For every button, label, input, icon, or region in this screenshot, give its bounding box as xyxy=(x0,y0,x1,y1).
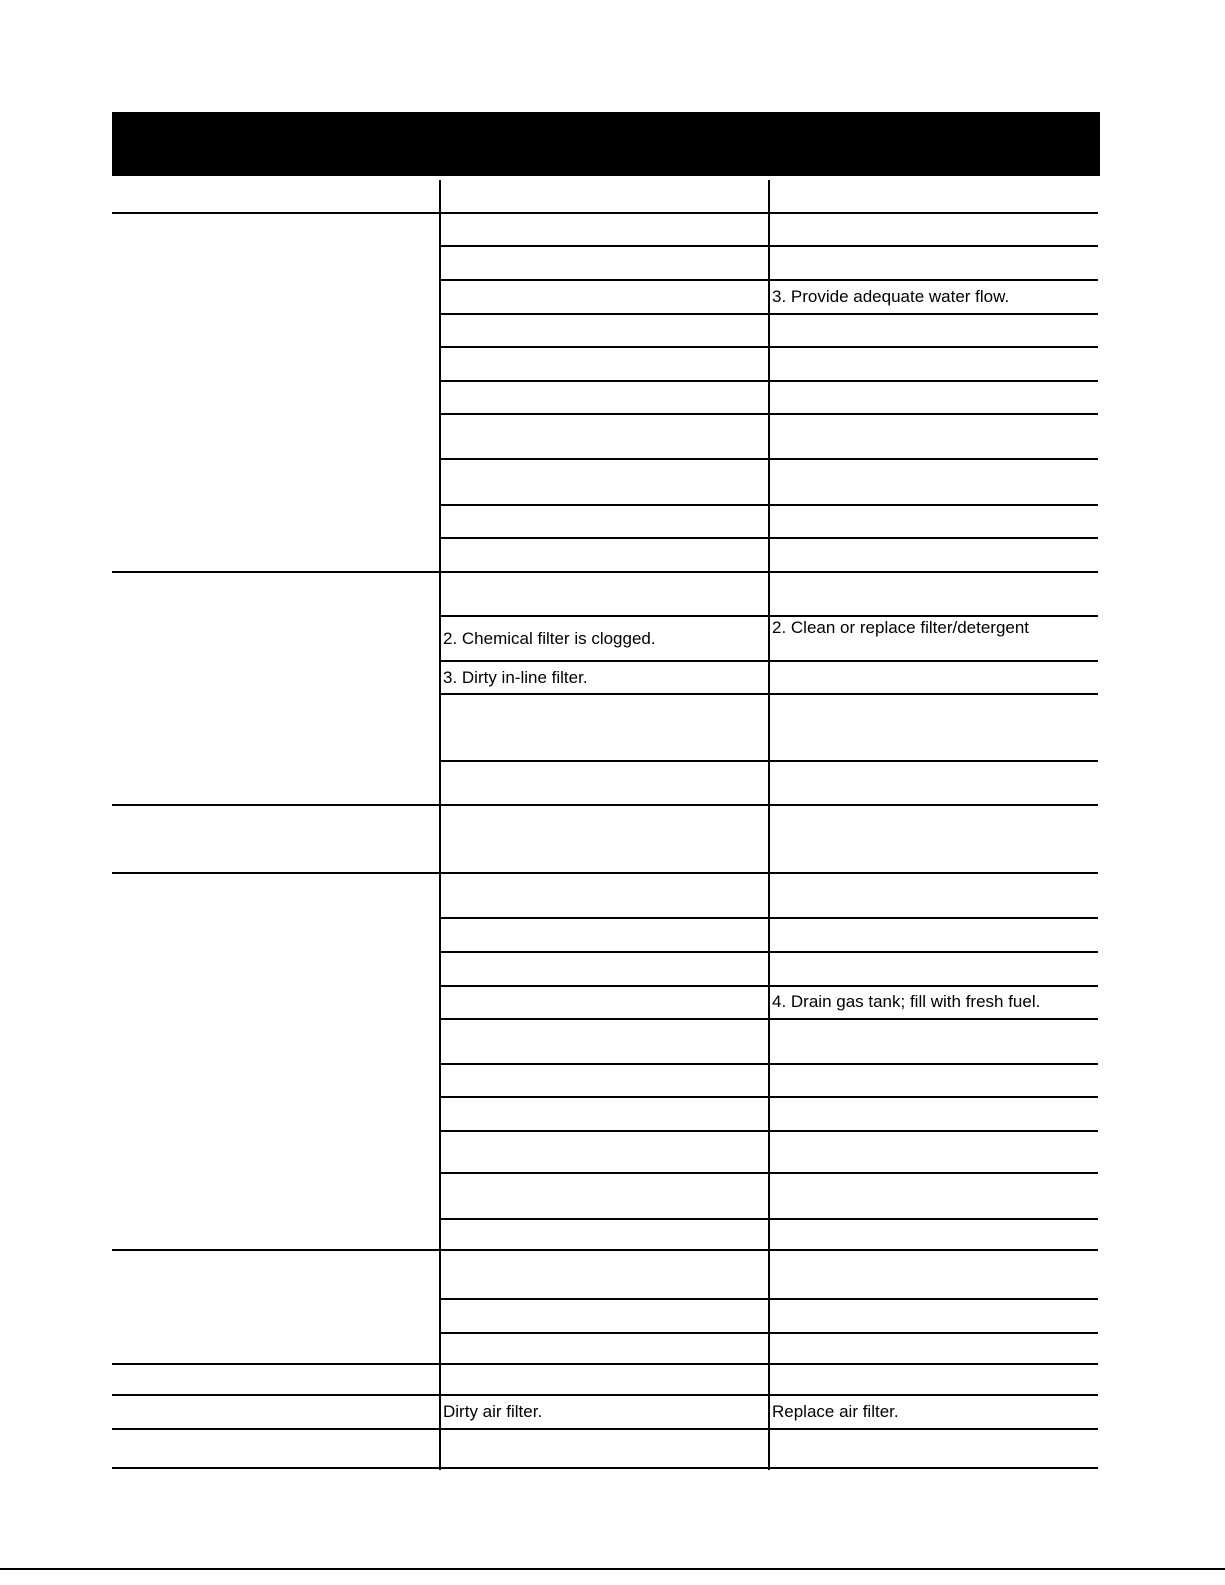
row-separator xyxy=(112,872,1098,874)
remedy-cell: 3. Provide adequate water flow. xyxy=(772,287,1010,306)
remedy-cell: 4. Drain gas tank; fill with fresh fuel. xyxy=(772,992,1041,1011)
subrow-separator xyxy=(440,413,1098,415)
remedy-cell: 2. Clean or replace filter/detergent xyxy=(772,618,1030,637)
subrow-separator xyxy=(440,693,1098,695)
row-separator xyxy=(112,1249,1098,1251)
subrow-separator xyxy=(440,1063,1098,1065)
subrow-separator xyxy=(440,537,1098,539)
row-separator xyxy=(112,1467,1098,1469)
subrow-separator xyxy=(440,917,1098,919)
row-separator xyxy=(112,804,1098,806)
cause-cell: Dirty air filter. xyxy=(443,1402,543,1421)
subrow-separator xyxy=(440,504,1098,506)
subrow-separator xyxy=(440,615,1098,617)
subrow-separator xyxy=(440,346,1098,348)
cause-cell: 2. Chemical filter is clogged. xyxy=(443,629,656,648)
column-divider-2 xyxy=(768,180,770,1470)
subrow-separator xyxy=(440,380,1098,382)
subrow-separator xyxy=(440,760,1098,762)
subrow-separator xyxy=(440,1018,1098,1020)
row-separator xyxy=(112,1394,1098,1396)
subrow-separator xyxy=(440,279,1098,281)
row-separator xyxy=(112,1363,1098,1365)
subrow-separator xyxy=(440,1130,1098,1132)
subrow-separator xyxy=(440,1096,1098,1098)
subrow-separator xyxy=(440,1332,1098,1334)
page-bottom-rule xyxy=(0,1568,1225,1570)
subrow-separator xyxy=(440,660,1098,662)
subrow-separator xyxy=(440,458,1098,460)
cause-cell: 3. Dirty in-line filter. xyxy=(443,668,588,687)
subrow-separator xyxy=(440,951,1098,953)
remedy-cell: Replace air filter. xyxy=(772,1402,899,1421)
subrow-separator xyxy=(440,1172,1098,1174)
subrow-separator xyxy=(440,985,1098,987)
row-separator xyxy=(112,571,1098,573)
row-separator xyxy=(112,212,1098,214)
subrow-separator xyxy=(440,1218,1098,1220)
subrow-separator xyxy=(440,313,1098,315)
table-header-bar xyxy=(112,112,1100,176)
subrow-separator xyxy=(440,1298,1098,1300)
column-divider-1 xyxy=(439,180,441,1470)
row-separator xyxy=(112,1428,1098,1430)
subrow-separator xyxy=(440,245,1098,247)
